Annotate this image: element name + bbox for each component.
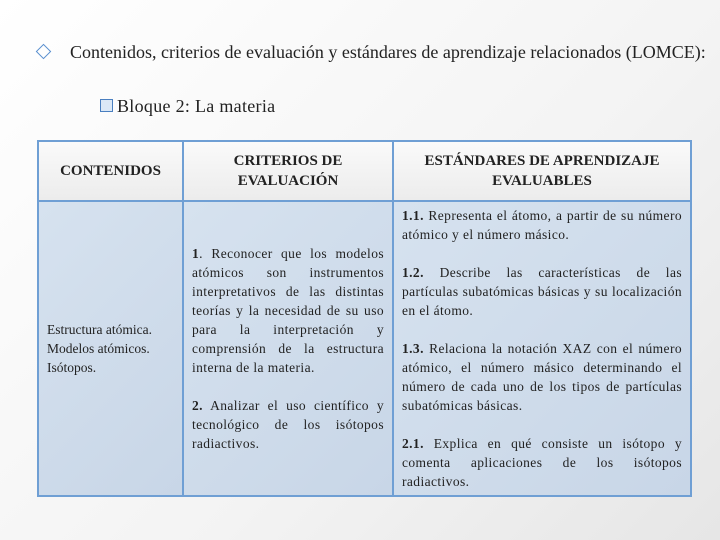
table-row bbox=[38, 201, 691, 496]
estandar-1-2: 1.2. Describe las características de las partículas subatómicas básicas y su localización en el átomo. bbox=[402, 265, 682, 318]
subheading bbox=[100, 96, 275, 117]
section-heading bbox=[38, 40, 720, 64]
estandar-1-3: 1.3. Relaciona la notación XAZ con el número atómico, el número másico determinando el número de cada uno de los tipos de partículas subatómicas básicas. bbox=[402, 341, 682, 413]
square-bullet-icon bbox=[100, 99, 113, 112]
cell-criterios bbox=[183, 201, 393, 496]
header-criterios: CRITERIOS DE EVALUACIÓN bbox=[183, 141, 393, 201]
cell-contenidos: Estructura atómica. Modelos atómicos. Isótopos. bbox=[38, 201, 183, 496]
estandar-1-1: 1.1. Representa el átomo, a partir de su número atómico y el número másico. bbox=[402, 208, 682, 242]
diamond-bullet-icon bbox=[36, 44, 52, 60]
heading-text: Contenidos, criterios de evaluación y estándares de aprendizaje relacionados (LOMCE): bbox=[70, 42, 706, 62]
estandar-2-1: 2.1. Explica en qué consiste un isótopo y comenta aplicaciones de los isótopos radiactivos. bbox=[402, 436, 682, 489]
cell-estandares bbox=[393, 201, 691, 496]
criterio-1: 1. Reconocer que los modelos atómicos son instrumentos interpretativos de las distintas teorías y la necesidad de su uso para la interpretación y comprensión de la estructura interna de la materia. bbox=[192, 246, 384, 375]
header-contenidos: CONTENIDOS bbox=[38, 141, 183, 201]
subheading-text: Bloque 2: La materia bbox=[117, 96, 276, 116]
curriculum-table bbox=[37, 140, 692, 497]
table-header-row bbox=[38, 141, 691, 201]
header-estandares: ESTÁNDARES DE APRENDIZAJE EVALUABLES bbox=[393, 141, 691, 201]
criterio-2: 2. Analizar el uso científico y tecnológico de los isótopos radiactivos. bbox=[192, 398, 384, 451]
